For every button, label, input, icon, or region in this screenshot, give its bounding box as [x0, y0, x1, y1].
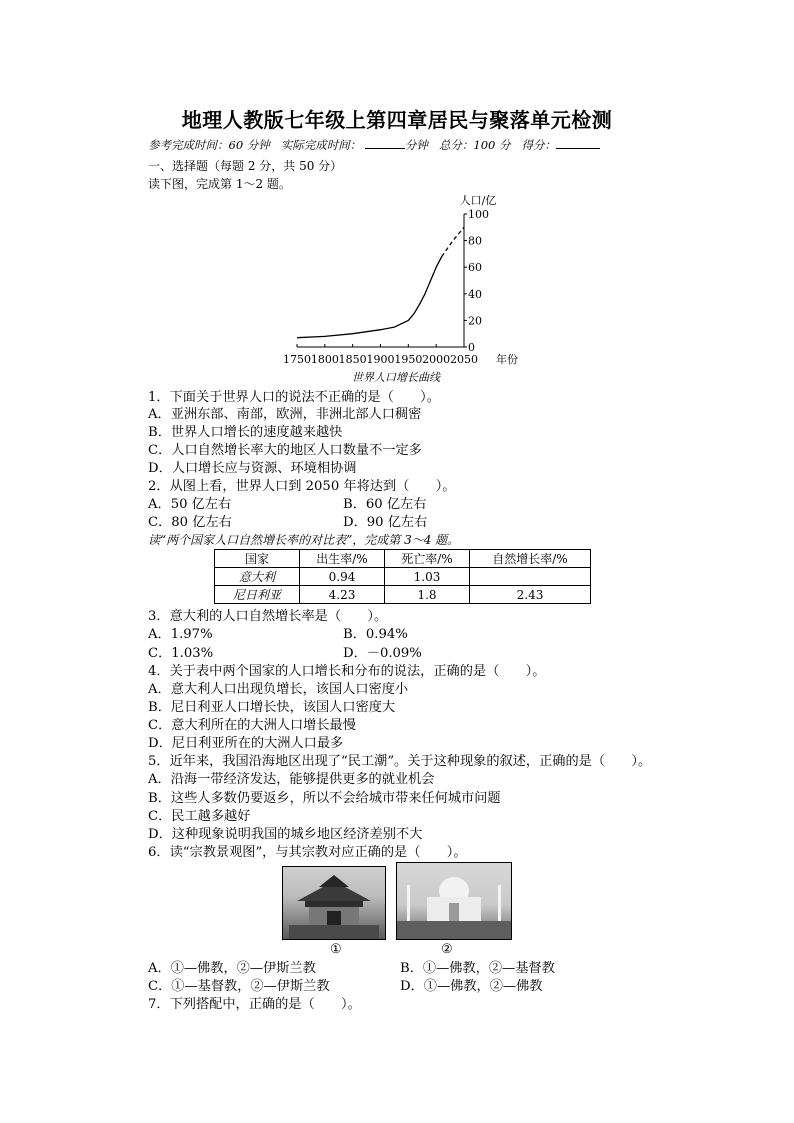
total-score: 总分：100 分: [438, 138, 511, 152]
table-cell: 尼日利亚: [215, 586, 300, 604]
q1-option-c[interactable]: C．人口自然增长率大的地区人口数量不一定多: [148, 443, 422, 458]
q7-stem: 7．下列搭配中，正确的是（ ）。: [148, 997, 361, 1012]
q3-option-c[interactable]: C．1.03%: [148, 646, 214, 661]
table-intro: 读“两个国家人口自然增长率的对比表”，完成第 3～4 题。: [148, 533, 460, 547]
q4-option-b[interactable]: B．尼日利亚人口增长快，该国人口密度大: [148, 700, 396, 715]
exam-meta: [148, 137, 600, 153]
table-header: 自然增长率/%: [470, 550, 591, 568]
y-tick-label: 100: [468, 208, 489, 221]
table-cell: 意大利: [215, 568, 300, 586]
table-header: 出生率/%: [300, 550, 385, 568]
table-cell: 2.43: [470, 586, 591, 604]
table-cell: [470, 568, 591, 586]
population-series-dashed: [442, 227, 464, 256]
mosque-illustration: [397, 863, 511, 939]
x-tick-label: 2000: [422, 353, 451, 366]
q6-option-c[interactable]: C．①—基督教，②—伊斯兰教: [148, 979, 330, 994]
chart-y-ticks: [464, 208, 489, 354]
q5-stem: 5．近年来，我国沿海地区出现了“民工潮”。关于这种现象的叙述，正确的是（ ）。: [148, 754, 652, 769]
table-cell: 0.94: [300, 568, 385, 586]
q6-stem: 6．读“宗教景观图”，与其宗教对应正确的是（ ）。: [148, 845, 467, 860]
chart-title: 世界人口增长曲线: [352, 371, 440, 384]
page-title: 地理人教版七年级上第四章居民与聚落单元检测: [181, 108, 613, 132]
y-tick-label: 20: [468, 314, 482, 328]
section-heading: 一、选择题（每题 2 分，共 50 分）: [148, 159, 343, 173]
y-tick-label: 0: [468, 341, 475, 354]
q3-option-d[interactable]: D．－0.09%: [343, 646, 422, 661]
chart-ylabel: 人口/亿: [459, 194, 497, 207]
actual-time-unit: 分钟: [404, 138, 428, 152]
x-tick-label: 2050: [450, 353, 478, 366]
chart-series: [297, 227, 464, 337]
chart-xlabel: 年份: [496, 353, 518, 366]
q4-option-c[interactable]: C．意大利所在的大洲人口增长最慢: [148, 718, 356, 733]
score-blank: [556, 138, 600, 149]
x-tick-label: 1850: [338, 353, 367, 366]
score-label: 得分：: [521, 138, 556, 152]
religious-landscape-photo-2: [396, 862, 512, 940]
y-tick-label: 60: [468, 261, 482, 275]
actual-time-label: 实际完成时间：: [280, 138, 362, 152]
q3-stem: 3．意大利的人口自然增长率是（ ）。: [148, 609, 388, 624]
ref-time: 参考完成时间：60 分钟: [148, 138, 270, 152]
table-row: [215, 568, 591, 586]
y-tick-label: 80: [468, 234, 482, 248]
table-row: [215, 586, 591, 604]
growth-rate-table: [214, 549, 591, 604]
q1-option-b[interactable]: B．世界人口增长的速度越来越快: [148, 425, 343, 440]
q5-option-c[interactable]: C．民工越多越好: [148, 809, 251, 824]
q1-stem: 1．下面关于世界人口的说法不正确的是（ ）。: [148, 390, 440, 405]
q4-option-d[interactable]: D．尼日利亚所在的大洲人口最多: [148, 736, 344, 751]
q2-option-b[interactable]: B．60 亿左右: [343, 497, 427, 512]
q5-option-d[interactable]: D．这种现象说明我国的城乡地区经济差别不大: [148, 827, 423, 842]
x-tick-label: 1950: [394, 353, 423, 366]
chart-axes: [297, 214, 464, 347]
religious-landscape-photo-1: [282, 866, 386, 940]
q2-option-c[interactable]: C．80 亿左右: [148, 515, 232, 530]
x-tick-label: 1900: [366, 353, 395, 366]
q1-option-a[interactable]: A．亚洲东部、南部，欧洲，非洲北部人口稠密: [148, 407, 422, 422]
temple-illustration: [283, 867, 385, 939]
x-tick-label: 1800: [310, 353, 339, 366]
section-intro: 读下图，完成第 1～2 题。: [148, 177, 291, 191]
table-cell: 1.03: [385, 568, 470, 586]
q2-option-a[interactable]: A．50 亿左右: [148, 497, 232, 512]
q6-option-d[interactable]: D．①—佛教，②—佛教: [400, 979, 543, 994]
table-header: 国家: [215, 550, 300, 568]
q5-option-b[interactable]: B．这些人多数仍要返乡，所以不会给城市带来任何城市问题: [148, 791, 501, 806]
q5-option-a[interactable]: A．沿海一带经济发达，能够提供更多的就业机会: [148, 772, 435, 787]
q2-stem: 2．从图上看，世界人口到 2050 年将达到（ ）。: [148, 479, 456, 494]
table-cell: 1.8: [385, 586, 470, 604]
q6-option-b[interactable]: B．①—佛教，②—基督教: [400, 961, 555, 976]
q3-option-b[interactable]: B．0.94%: [343, 627, 408, 642]
q4-option-a[interactable]: A．意大利人口出现负增长，该国人口密度小: [148, 682, 409, 697]
q4-stem: 4．关于表中两个国家的人口增长和分布的说法，正确的是（ ）。: [148, 664, 546, 679]
table-header-row: [215, 550, 591, 568]
actual-time-blank: [365, 138, 405, 149]
photo-2-label: ②: [441, 942, 453, 957]
photo-1-label: ①: [330, 942, 342, 957]
q2-option-d[interactable]: D．90 亿左右: [343, 515, 428, 530]
population-series-solid: [297, 257, 442, 338]
table-header: 死亡率/%: [385, 550, 470, 568]
x-tick-label: 1750: [283, 353, 311, 366]
q6-option-a[interactable]: A．①—佛教，②—伊斯兰教: [148, 961, 316, 976]
y-tick-label: 40: [468, 287, 482, 301]
table-cell: 4.23: [300, 586, 385, 604]
q1-option-d[interactable]: D．人口增长应与资源、环境相协调: [148, 461, 357, 476]
q3-option-a[interactable]: A．1.97%: [148, 627, 213, 642]
population-chart: [280, 192, 530, 387]
